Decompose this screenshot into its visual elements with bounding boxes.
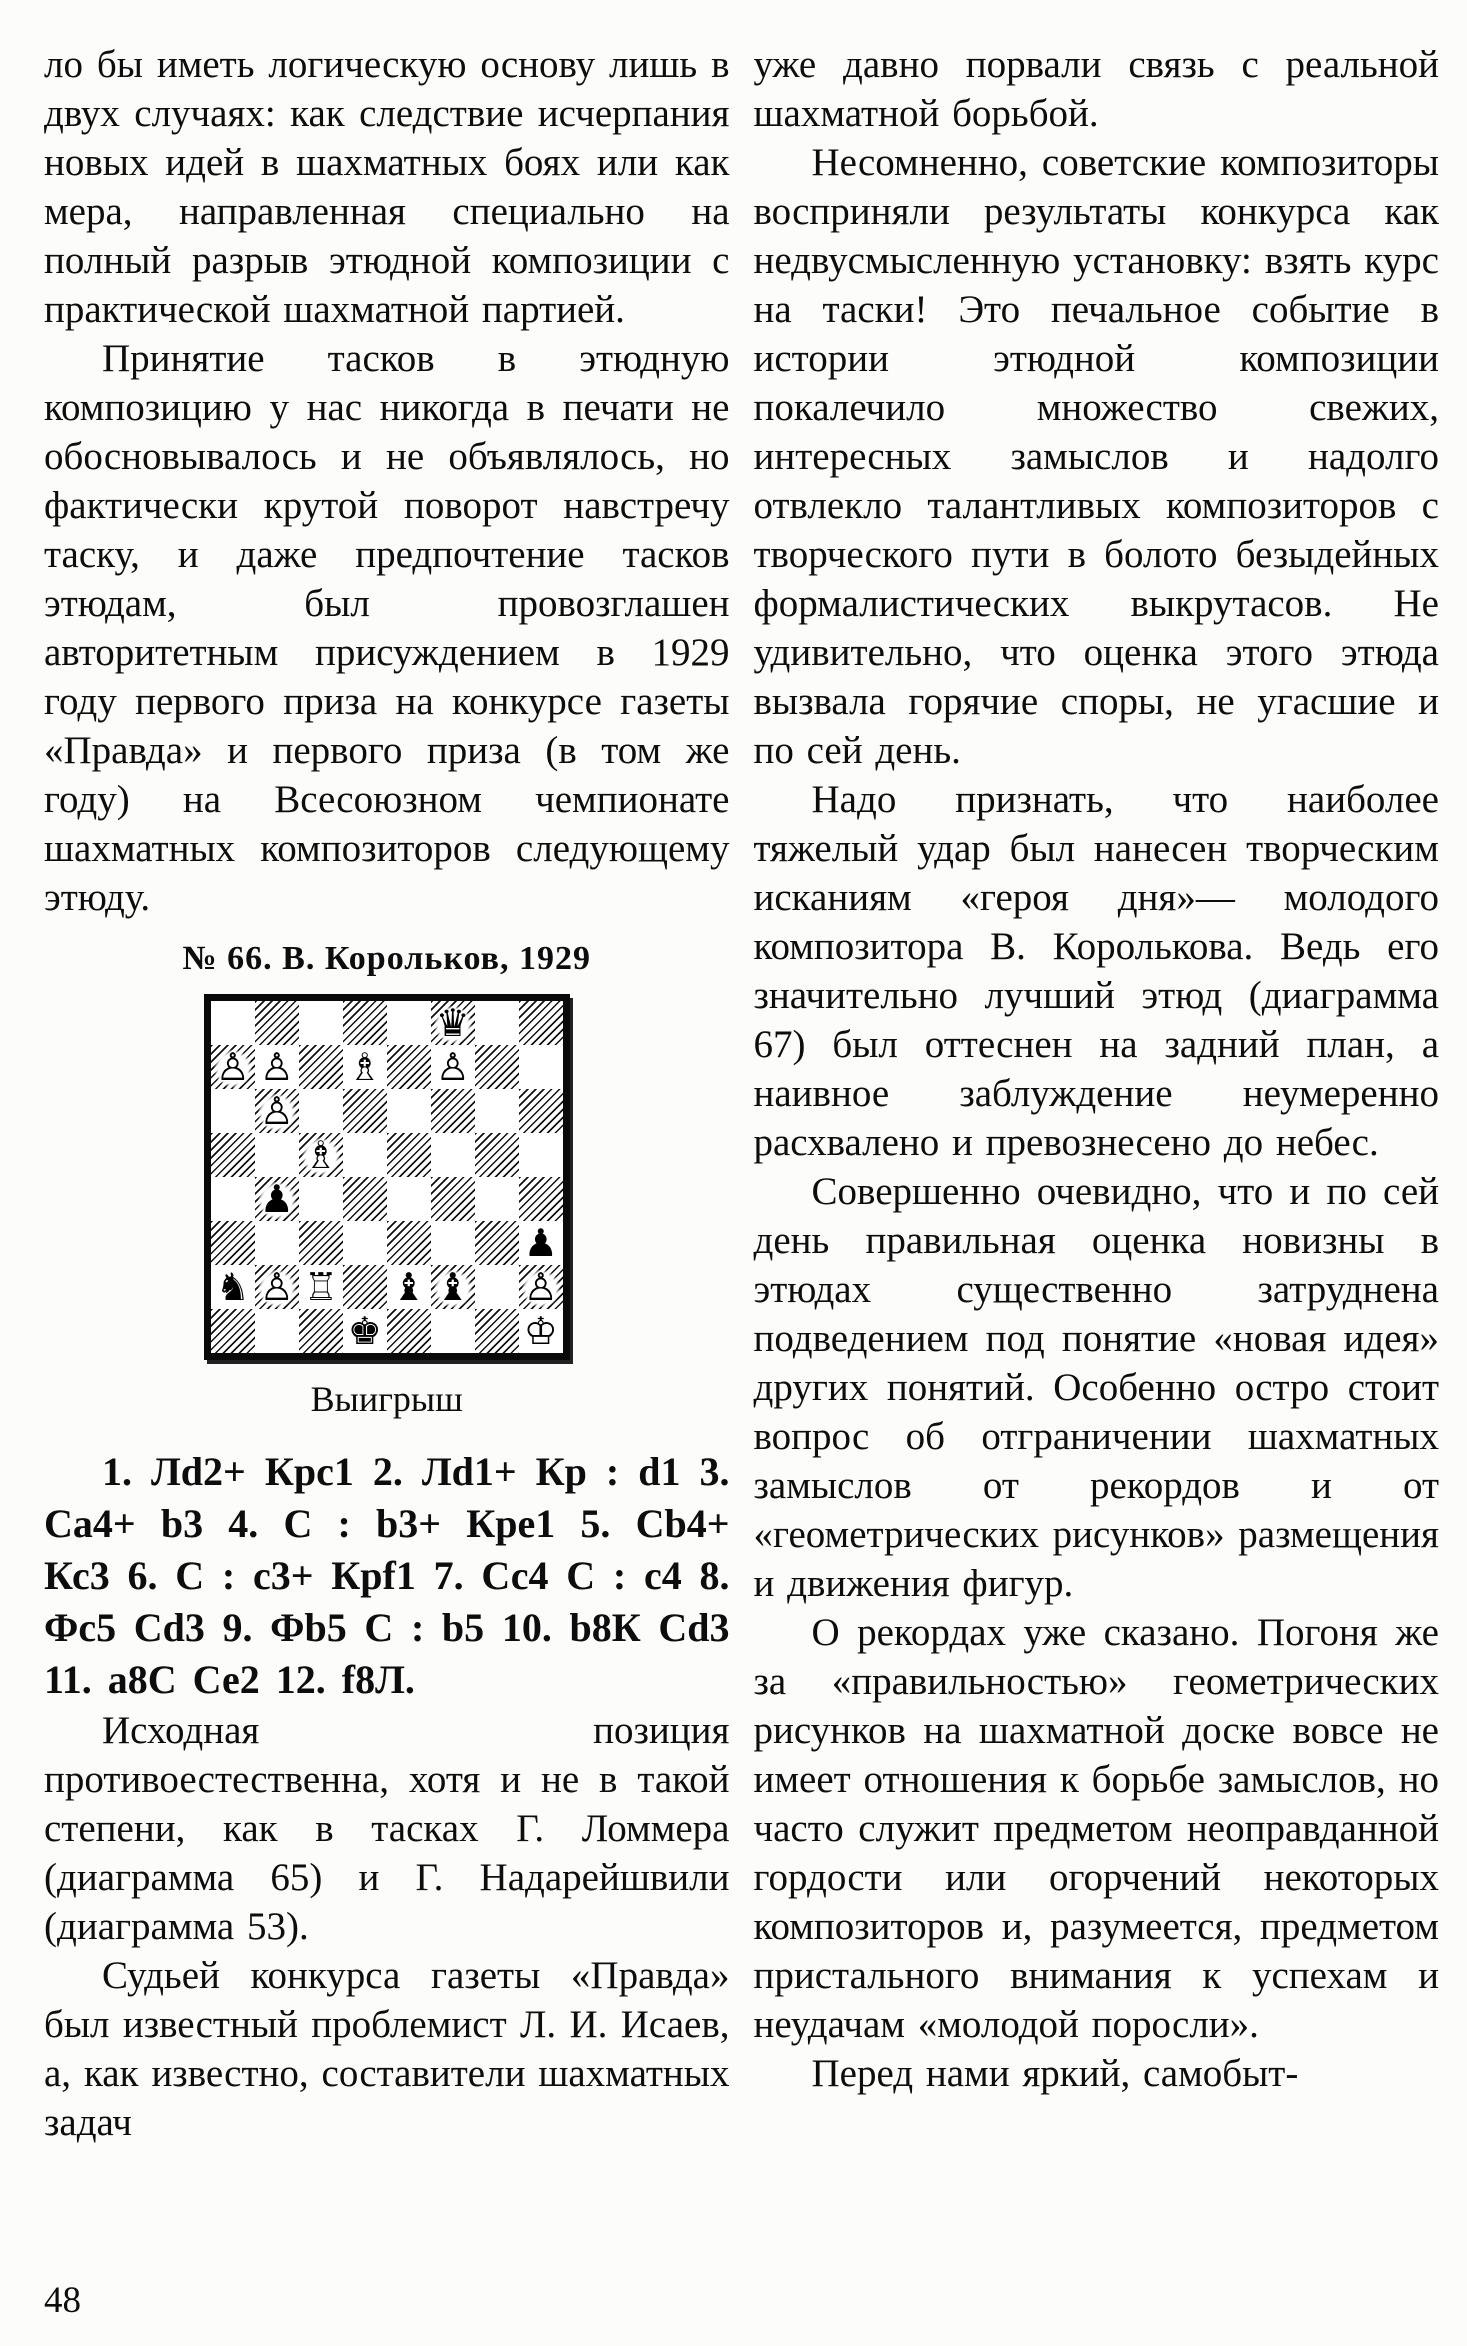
square-h4 [519, 1177, 563, 1221]
square-f1 [431, 1309, 475, 1353]
paragraph: Надо признать, что наиболее тяжелый удар был нанесен творческим исканиям «героя дня»— молодого композитора В. Королькова. Ведь его значительно лучший этюд (диаграмма 67) был оттеснен на задний план, а наивное заблуждение неумеренно расхвалено и превознесено до небес. [753, 778, 1439, 1164]
square-h1 [519, 1309, 563, 1353]
square-f7 [431, 1045, 475, 1089]
square-c4 [299, 1177, 343, 1221]
square-a8 [211, 1001, 255, 1045]
white-pawn-icon: ♙ [259, 1045, 294, 1089]
black-bishop-icon: ♝ [391, 1265, 426, 1309]
square-c8 [299, 1001, 343, 1045]
black-bishop-icon: ♝ [431, 1265, 475, 1309]
square-g4 [475, 1177, 519, 1221]
square-f2 [431, 1265, 475, 1309]
two-column-layout [44, 40, 1439, 2147]
paragraph: Несомненно, советские композиторы восприняли результаты конкурса как недвусмысленную установку: взять курс на таски! Это печальное событие в истории этюдной композиции покалечило множество свежих, интересных замыслов и надолго отвлекло талантливых композиторов с творческого пути в болото безыдейных формалистических выкрутасов. Не удивительно, что оценка этого этюда вызвала горячие споры, не угасшие и по сей день. [753, 141, 1439, 772]
square-f8 [431, 1001, 475, 1045]
square-a4 [211, 1177, 255, 1221]
square-b1 [255, 1309, 299, 1353]
square-b3 [255, 1221, 299, 1265]
square-d8 [343, 1001, 387, 1045]
chess-board-frame [204, 994, 570, 1360]
square-g5 [475, 1133, 519, 1177]
paragraph: Судьей конкурса газеты «Правда» был известный проблемист Л. И. Исаев, а, как известно, составители шахматных задач [44, 1954, 730, 2144]
square-g7 [475, 1045, 519, 1089]
chess-diagram-block [44, 940, 730, 1420]
square-h2 [519, 1265, 563, 1309]
square-b7 [255, 1045, 299, 1089]
square-f6 [431, 1089, 475, 1133]
white-bishop-icon: ♗ [347, 1045, 382, 1089]
square-e3 [387, 1221, 431, 1265]
square-b8 [255, 1001, 299, 1045]
square-e5 [387, 1133, 431, 1177]
paragraph: ло бы иметь логическую основу лишь в двух случаях: как следствие исчерпания новых идей в шахматных боях или как мера, направленная специально на полный разрыв этюдной композиции с практической шахматной партией. [44, 43, 730, 331]
square-f5 [431, 1133, 475, 1177]
square-a3 [211, 1221, 255, 1265]
square-d1 [343, 1309, 387, 1353]
square-g6 [475, 1089, 519, 1133]
square-d5 [343, 1133, 387, 1177]
square-a7 [211, 1045, 255, 1089]
square-e7 [387, 1045, 431, 1089]
square-c2 [299, 1265, 343, 1309]
square-e6 [387, 1089, 431, 1133]
square-f3 [431, 1221, 475, 1265]
white-pawn-icon: ♙ [435, 1045, 470, 1089]
square-c1 [299, 1309, 343, 1353]
white-pawn-icon: ♙ [255, 1089, 299, 1133]
black-queen-icon: ♛ [431, 1001, 475, 1045]
square-c6 [299, 1089, 343, 1133]
square-g8 [475, 1001, 519, 1045]
black-knight-icon: ♞ [215, 1265, 250, 1309]
square-g3 [475, 1221, 519, 1265]
black-pawn-icon: ♟ [523, 1221, 558, 1265]
square-h6 [519, 1089, 563, 1133]
square-e8 [387, 1001, 431, 1045]
paragraph: Исходная позиция противоестественна, хотя и не в такой степени, как в тасках Г. Ломмера (диаграмма 65) и Г. Надарейшвили (диаграмма 53). [44, 1709, 730, 1948]
chess-board [211, 1001, 563, 1353]
square-c3 [299, 1221, 343, 1265]
paragraph: уже давно порвали связь с реальной шахматной борьбой. [753, 43, 1439, 135]
square-e1 [387, 1309, 431, 1353]
paragraph: Перед нами яркий, самобыт- [811, 2052, 1299, 2095]
square-d6 [343, 1089, 387, 1133]
square-c7 [299, 1045, 343, 1089]
paragraph: Принятие тасков в этюдную композицию у нас никогда в печати не обосновывалось и не объявлялось, но фактически крутой поворот навстречу таску, и даже предпочтение тасков этюдам, был провозглашен авторитетным присуждением в 1929 году первого приза на конкурсе газеты «Правда» и первого приза (в том же году) на Всесоюзном чемпионате шахматных композиторов следующему этюду. [44, 337, 730, 919]
board-wrapper [44, 994, 730, 1360]
square-e2 [387, 1265, 431, 1309]
white-pawn-icon: ♙ [211, 1045, 255, 1089]
square-b5 [255, 1133, 299, 1177]
diagram-title: № 66. В. Корольков, 1929 [182, 940, 591, 977]
square-d4 [343, 1177, 387, 1221]
square-a5 [211, 1133, 255, 1177]
square-b6 [255, 1089, 299, 1133]
square-h5 [519, 1133, 563, 1177]
square-h7 [519, 1045, 563, 1089]
white-pawn-icon: ♙ [519, 1265, 563, 1309]
page-number: 48 [44, 2280, 81, 2321]
square-b4 [255, 1177, 299, 1221]
square-d2 [343, 1265, 387, 1309]
left-column [44, 40, 730, 2147]
square-h3 [519, 1221, 563, 1265]
paragraph: Совершенно очевидно, что и по сей день правильная оценка новизны в этюдах существенно затруднена подведением под понятие «новая идея» других понятий. Особенно остро стоит вопрос об отграничении шахматных замыслов от рекордов и от «геометрических рисунков» размещения и движения фигур. [753, 1170, 1439, 1605]
white-king-icon: ♔ [523, 1309, 558, 1353]
diagram-caption: Выигрыш [310, 1379, 463, 1419]
white-pawn-icon: ♙ [255, 1265, 299, 1309]
square-a1 [211, 1309, 255, 1353]
square-g1 [475, 1309, 519, 1353]
square-b2 [255, 1265, 299, 1309]
black-king-icon: ♚ [347, 1309, 382, 1353]
square-a6 [211, 1089, 255, 1133]
paragraph: О рекордах уже сказано. Погоня же за «правильностью» геометрических рисунков на шахматной доске вовсе не имеет отношения к борьбе замыслов, но часто служит предметом неоправданной гордости или огорчений некоторых композиторов и, разумеется, предметом пристального внимания к успехам и неудачам «молодой поросли». [753, 1611, 1439, 2046]
right-column [754, 40, 1440, 2147]
square-d7 [343, 1045, 387, 1089]
square-h8 [519, 1001, 563, 1045]
square-f4 [431, 1177, 475, 1221]
black-pawn-icon: ♟ [255, 1177, 299, 1221]
square-e4 [387, 1177, 431, 1221]
square-a2 [211, 1265, 255, 1309]
white-bishop-icon: ♗ [299, 1133, 343, 1177]
solution-notation: 1. Лd2+ Крc1 2. Лd1+ Кр : d1 3. Са4+ b3 4. С : b3+ Кре1 5. Сb4+ Кс3 6. С : с3+ Крf1 7. Сс4 С : с4 8. Фс5 Сd3 9. Фb5 С : b5 10. b8К Сd3 11. а8С Се2 12. f8Л. [44, 1449, 730, 1702]
square-d3 [343, 1221, 387, 1265]
white-rook-icon: ♖ [303, 1265, 338, 1309]
square-g2 [475, 1265, 519, 1309]
square-c5 [299, 1133, 343, 1177]
